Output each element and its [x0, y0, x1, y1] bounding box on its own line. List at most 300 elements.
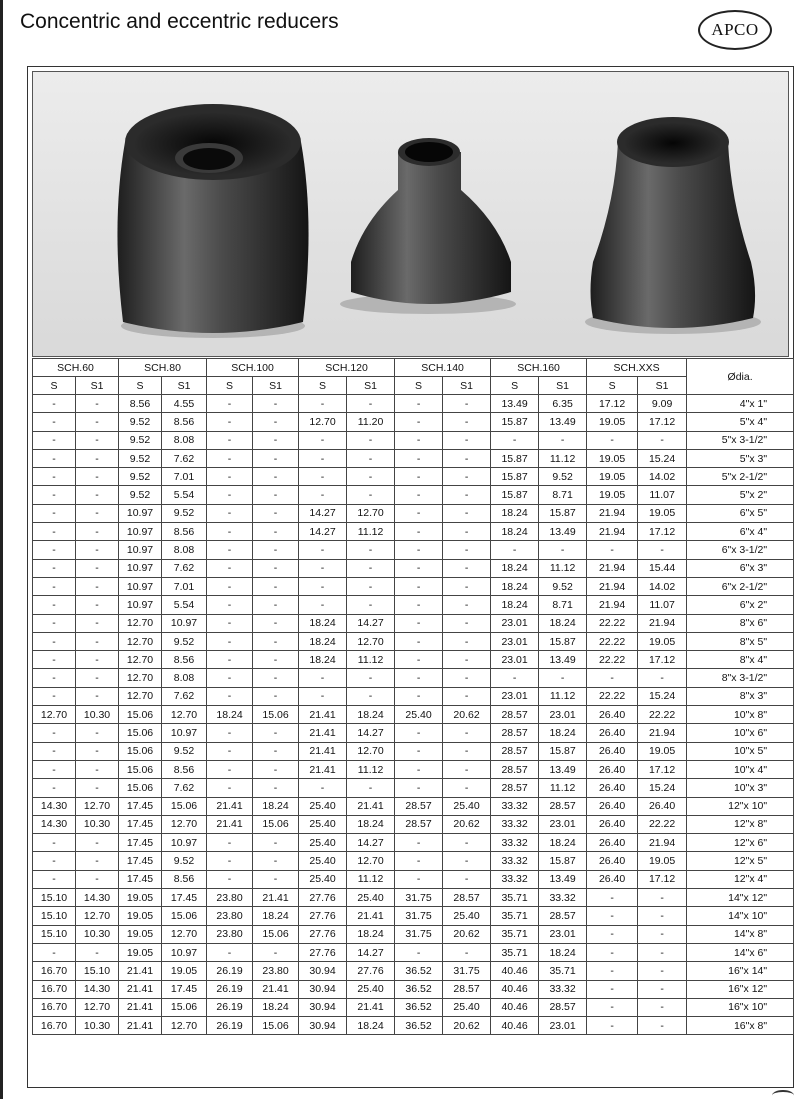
thickness-cell: 26.40 [587, 724, 638, 742]
thickness-cell: 12.70 [347, 742, 395, 760]
thickness-cell: 11.12 [347, 523, 395, 541]
thickness-cell: 25.40 [299, 834, 347, 852]
thickness-cell: - [207, 449, 253, 467]
table-row [33, 760, 794, 778]
thickness-cell: - [395, 395, 443, 413]
thickness-cell: - [347, 486, 395, 504]
thickness-cell: 7.62 [162, 687, 207, 705]
thickness-cell: 25.40 [443, 797, 491, 815]
thickness-cell: 15.06 [253, 706, 299, 724]
thickness-cell: 21.94 [587, 523, 638, 541]
thickness-cell: 21.94 [587, 577, 638, 595]
thickness-cell: - [33, 852, 76, 870]
thickness-cell: 14.27 [347, 724, 395, 742]
thickness-cell: - [347, 559, 395, 577]
page-title: Concentric and eccentric reducers [20, 10, 339, 33]
thickness-cell: 12.70 [76, 998, 119, 1016]
thickness-cell: 21.41 [119, 962, 162, 980]
thickness-cell: 15.87 [491, 449, 539, 467]
table-row [33, 431, 794, 449]
thickness-cell: 14.02 [638, 577, 687, 595]
thickness-cell: 18.24 [347, 1017, 395, 1035]
thickness-cell: - [443, 669, 491, 687]
size-cell: 12"x 8" [687, 815, 794, 833]
thickness-cell: - [33, 779, 76, 797]
page-number-fragment [772, 1090, 794, 1101]
thickness-cell: - [33, 687, 76, 705]
thickness-cell: - [253, 596, 299, 614]
thickness-cell: 25.40 [395, 706, 443, 724]
thickness-cell: 21.41 [253, 889, 299, 907]
thickness-cell: - [395, 504, 443, 522]
thickness-cell: 15.24 [638, 779, 687, 797]
thickness-cell: - [253, 523, 299, 541]
thickness-cell: 25.40 [299, 870, 347, 888]
thickness-cell: - [299, 559, 347, 577]
thickness-cell: - [443, 870, 491, 888]
thickness-cell: - [207, 395, 253, 413]
thickness-cell: 30.94 [299, 962, 347, 980]
thickness-cell: 35.71 [491, 889, 539, 907]
thickness-cell: - [33, 596, 76, 614]
thickness-cell: 12.70 [162, 706, 207, 724]
thickness-cell: - [395, 742, 443, 760]
thickness-cell: 31.75 [395, 925, 443, 943]
thickness-cell: - [253, 486, 299, 504]
thickness-cell: 16.70 [33, 998, 76, 1016]
thickness-cell: - [33, 413, 76, 431]
table-row [33, 870, 794, 888]
thickness-cell: 28.57 [491, 706, 539, 724]
size-cell: 14"x 6" [687, 943, 794, 961]
thickness-cell: - [491, 541, 539, 559]
thickness-cell: 36.52 [395, 1017, 443, 1035]
thickness-cell: - [76, 577, 119, 595]
thickness-cell: 12.70 [119, 614, 162, 632]
thickness-cell: 15.06 [253, 925, 299, 943]
thickness-cell: - [395, 596, 443, 614]
thickness-cell: 23.80 [207, 925, 253, 943]
thickness-cell: 18.24 [299, 614, 347, 632]
thickness-cell: 33.32 [539, 889, 587, 907]
thickness-cell: 19.05 [587, 486, 638, 504]
thickness-cell: 20.62 [443, 815, 491, 833]
thickness-cell: 11.07 [638, 486, 687, 504]
thickness-cell: 25.40 [347, 889, 395, 907]
thickness-cell: - [207, 596, 253, 614]
thickness-cell: - [395, 614, 443, 632]
thickness-cell: - [33, 669, 76, 687]
size-cell: 5"x 3-1/2" [687, 431, 794, 449]
thickness-cell: - [395, 577, 443, 595]
thickness-cell: - [443, 596, 491, 614]
size-cell: 8"x 3-1/2" [687, 669, 794, 687]
thickness-cell: 31.75 [395, 907, 443, 925]
thickness-cell: - [347, 577, 395, 595]
thickness-cell: 19.05 [638, 504, 687, 522]
thickness-cell: 15.06 [162, 797, 207, 815]
thickness-cell: 8.71 [539, 596, 587, 614]
thickness-cell: - [443, 687, 491, 705]
thickness-cell: - [443, 651, 491, 669]
thickness-cell: 23.01 [539, 925, 587, 943]
thickness-cell: 15.44 [638, 559, 687, 577]
thickness-cell: 14.27 [347, 943, 395, 961]
thickness-cell: 21.41 [299, 760, 347, 778]
thickness-cell: 14.30 [33, 815, 76, 833]
thickness-cell: 17.12 [638, 651, 687, 669]
thickness-cell: 15.06 [162, 998, 207, 1016]
thickness-cell: 19.05 [638, 852, 687, 870]
thickness-cell: - [253, 724, 299, 742]
thickness-cell: - [299, 779, 347, 797]
thickness-cell: - [299, 669, 347, 687]
thickness-cell: 21.41 [299, 724, 347, 742]
thickness-cell: 10.97 [162, 943, 207, 961]
size-cell: 12"x 4" [687, 870, 794, 888]
thickness-cell: 26.40 [587, 760, 638, 778]
thickness-cell: - [76, 687, 119, 705]
thickness-cell: 11.12 [539, 559, 587, 577]
thickness-cell: - [587, 980, 638, 998]
thickness-cell: 23.80 [207, 907, 253, 925]
thickness-cell: - [207, 523, 253, 541]
thickness-cell: 22.22 [587, 614, 638, 632]
thickness-cell: - [395, 523, 443, 541]
thickness-cell: 14.27 [299, 504, 347, 522]
thickness-cell: - [443, 632, 491, 650]
thickness-cell: - [33, 943, 76, 961]
thickness-cell: 18.24 [207, 706, 253, 724]
thickness-cell: 28.57 [539, 907, 587, 925]
thickness-cell: - [76, 449, 119, 467]
thickness-cell: - [253, 395, 299, 413]
thickness-cell: - [253, 577, 299, 595]
thickness-cell: - [587, 431, 638, 449]
thickness-cell: 15.06 [253, 1017, 299, 1035]
thickness-cell: - [253, 779, 299, 797]
thickness-cell: 18.24 [539, 943, 587, 961]
table-body [33, 395, 794, 1035]
table-row [33, 523, 794, 541]
thickness-cell: 12.70 [119, 632, 162, 650]
thickness-cell: 12.70 [162, 925, 207, 943]
thickness-cell: - [299, 468, 347, 486]
thickness-cell: - [33, 486, 76, 504]
thickness-cell: 28.57 [539, 797, 587, 815]
thickness-cell: 13.49 [539, 413, 587, 431]
size-cell: 5"x 2" [687, 486, 794, 504]
thickness-cell: 28.57 [443, 980, 491, 998]
thickness-cell: 9.52 [162, 852, 207, 870]
thickness-cell: 28.57 [491, 742, 539, 760]
thickness-cell: 17.45 [162, 889, 207, 907]
thickness-cell: 13.49 [539, 870, 587, 888]
size-cell: 12"x 10" [687, 797, 794, 815]
thickness-cell: 15.10 [76, 962, 119, 980]
thickness-cell: 15.87 [539, 504, 587, 522]
thickness-cell: - [347, 468, 395, 486]
thickness-cell: 23.80 [253, 962, 299, 980]
wall-thickness-table [32, 358, 794, 1035]
thickness-cell: 21.94 [638, 724, 687, 742]
thickness-cell: 9.52 [119, 431, 162, 449]
thickness-cell: - [491, 669, 539, 687]
thickness-cell: 21.41 [299, 742, 347, 760]
thickness-cell: 30.94 [299, 998, 347, 1016]
thickness-cell: - [395, 559, 443, 577]
thickness-cell: - [443, 486, 491, 504]
product-photo [32, 71, 789, 357]
thickness-cell: - [443, 852, 491, 870]
thickness-cell: 12.70 [347, 504, 395, 522]
thickness-cell: 15.06 [119, 742, 162, 760]
size-cell: 8"x 6" [687, 614, 794, 632]
table-row [33, 980, 794, 998]
thickness-cell: 28.57 [539, 998, 587, 1016]
thickness-cell: 17.45 [162, 980, 207, 998]
thickness-cell: 8.56 [162, 523, 207, 541]
thickness-cell: - [347, 779, 395, 797]
thickness-cell: - [76, 943, 119, 961]
size-cell: 10"x 5" [687, 742, 794, 760]
thickness-cell: 33.32 [539, 980, 587, 998]
thickness-cell: - [443, 395, 491, 413]
thickness-cell: 4.55 [162, 395, 207, 413]
thickness-cell: 25.40 [443, 998, 491, 1016]
thickness-cell: - [76, 651, 119, 669]
thickness-cell: 20.62 [443, 706, 491, 724]
size-cell: 6"x 5" [687, 504, 794, 522]
thickness-cell: - [76, 504, 119, 522]
thickness-cell: 18.24 [491, 523, 539, 541]
thickness-cell: 10.97 [162, 724, 207, 742]
thickness-cell: - [347, 449, 395, 467]
thickness-cell: - [33, 468, 76, 486]
size-cell: 16"x 12" [687, 980, 794, 998]
thickness-cell: - [253, 760, 299, 778]
thickness-cell: 14.30 [76, 889, 119, 907]
thickness-cell: 36.52 [395, 998, 443, 1016]
table-row [33, 687, 794, 705]
size-cell: 8"x 3" [687, 687, 794, 705]
subheader-cell: S [207, 377, 253, 395]
thickness-cell: 17.12 [587, 395, 638, 413]
thickness-cell: - [253, 504, 299, 522]
thickness-cell: - [207, 468, 253, 486]
thickness-cell: - [76, 523, 119, 541]
table-row [33, 596, 794, 614]
thickness-cell: 15.87 [539, 742, 587, 760]
thickness-cell: 28.57 [491, 724, 539, 742]
thickness-cell: - [443, 504, 491, 522]
thickness-cell: - [33, 449, 76, 467]
thickness-cell: 21.41 [347, 797, 395, 815]
thickness-cell: 23.01 [539, 815, 587, 833]
size-header: Ødia. [687, 359, 794, 395]
thickness-cell: - [76, 486, 119, 504]
thickness-cell: 7.62 [162, 449, 207, 467]
subheader-cell: S [491, 377, 539, 395]
thickness-cell: 18.24 [299, 632, 347, 650]
thickness-cell: 12.70 [33, 706, 76, 724]
thickness-cell: - [638, 962, 687, 980]
thickness-cell: - [207, 614, 253, 632]
schedule-header-row [33, 359, 794, 377]
thickness-cell: 15.06 [162, 907, 207, 925]
thickness-cell: 26.40 [587, 834, 638, 852]
thickness-cell: - [587, 889, 638, 907]
thickness-cell: 9.09 [638, 395, 687, 413]
thickness-cell: 33.32 [491, 834, 539, 852]
size-cell: 4"x 1" [687, 395, 794, 413]
thickness-cell: - [443, 943, 491, 961]
thickness-cell: - [253, 468, 299, 486]
thickness-cell: 21.41 [207, 797, 253, 815]
thickness-cell: 28.57 [443, 889, 491, 907]
thickness-cell: - [587, 943, 638, 961]
thickness-cell: 26.19 [207, 980, 253, 998]
thickness-cell: 19.05 [119, 943, 162, 961]
thickness-cell: 16.70 [33, 980, 76, 998]
thickness-cell: - [395, 760, 443, 778]
table-row [33, 852, 794, 870]
table-row [33, 614, 794, 632]
thickness-cell: - [395, 651, 443, 669]
thickness-cell: 8.56 [162, 413, 207, 431]
thickness-cell: - [76, 596, 119, 614]
size-cell: 6"x 2" [687, 596, 794, 614]
concentric-reducer-icon [117, 104, 308, 338]
thickness-cell: 25.40 [299, 797, 347, 815]
thickness-cell: - [33, 632, 76, 650]
thickness-cell: - [33, 395, 76, 413]
thickness-cell: - [76, 395, 119, 413]
thickness-cell: 11.12 [539, 779, 587, 797]
thickness-cell: - [347, 596, 395, 614]
thickness-cell: 14.27 [347, 614, 395, 632]
thickness-cell: 26.40 [587, 852, 638, 870]
thickness-cell: - [33, 541, 76, 559]
thickness-cell: 30.94 [299, 1017, 347, 1035]
thickness-cell: - [299, 486, 347, 504]
size-cell: 5"x 3" [687, 449, 794, 467]
thickness-cell: 9.52 [539, 577, 587, 595]
table-row [33, 797, 794, 815]
thickness-cell: 26.40 [638, 797, 687, 815]
thickness-cell: 22.22 [638, 815, 687, 833]
size-cell: 14"x 12" [687, 889, 794, 907]
thickness-cell: 15.10 [33, 889, 76, 907]
thickness-cell: 21.94 [587, 559, 638, 577]
thickness-cell: - [638, 980, 687, 998]
thickness-cell: 15.87 [491, 413, 539, 431]
company-logo: APCO [698, 10, 772, 50]
thickness-cell: - [207, 559, 253, 577]
thickness-cell: 31.75 [395, 889, 443, 907]
thickness-cell: - [253, 742, 299, 760]
thickness-cell: - [299, 431, 347, 449]
size-cell: 12"x 5" [687, 852, 794, 870]
thickness-cell: 23.01 [491, 614, 539, 632]
thickness-cell: 9.52 [162, 742, 207, 760]
thickness-cell: - [347, 541, 395, 559]
schedule-header: SCH.XXS [587, 359, 687, 377]
thickness-cell: 25.40 [347, 980, 395, 998]
thickness-cell: - [638, 1017, 687, 1035]
thickness-cell: - [638, 998, 687, 1016]
thickness-cell: 5.54 [162, 596, 207, 614]
thickness-cell: 19.05 [119, 907, 162, 925]
thickness-cell: - [253, 632, 299, 650]
thickness-cell: 18.24 [253, 907, 299, 925]
thickness-cell: 10.97 [119, 596, 162, 614]
thickness-cell: 7.01 [162, 468, 207, 486]
thickness-cell: 21.94 [638, 834, 687, 852]
thickness-cell: - [395, 486, 443, 504]
thickness-cell: 23.01 [491, 632, 539, 650]
thickness-cell: 15.87 [491, 468, 539, 486]
thickness-cell: - [299, 395, 347, 413]
thickness-cell: 31.75 [443, 962, 491, 980]
thickness-cell: 14.02 [638, 468, 687, 486]
thickness-cell: - [395, 632, 443, 650]
thickness-cell: 7.01 [162, 577, 207, 595]
thickness-cell: - [395, 779, 443, 797]
thickness-cell: 18.24 [491, 504, 539, 522]
table-row [33, 779, 794, 797]
thickness-cell: 19.05 [587, 413, 638, 431]
schedule-header: SCH.100 [207, 359, 299, 377]
thickness-cell: 15.10 [33, 925, 76, 943]
thickness-cell: - [395, 870, 443, 888]
thickness-cell: 25.40 [299, 815, 347, 833]
thickness-cell: 11.07 [638, 596, 687, 614]
size-cell: 16"x 10" [687, 998, 794, 1016]
thickness-cell: 25.40 [443, 907, 491, 925]
thickness-cell: - [33, 431, 76, 449]
thickness-cell: 28.57 [491, 760, 539, 778]
thickness-cell: - [395, 669, 443, 687]
thickness-cell: 33.32 [491, 870, 539, 888]
thickness-cell: 18.24 [539, 724, 587, 742]
thickness-cell: - [253, 541, 299, 559]
thickness-cell: 10.97 [119, 577, 162, 595]
thickness-cell: 10.30 [76, 706, 119, 724]
thickness-cell: 15.06 [253, 815, 299, 833]
thickness-cell: 10.97 [119, 504, 162, 522]
thickness-cell: - [638, 943, 687, 961]
thickness-cell: 18.24 [539, 614, 587, 632]
table-row [33, 943, 794, 961]
thickness-cell: 8.08 [162, 431, 207, 449]
thickness-cell: - [638, 907, 687, 925]
table-row [33, 962, 794, 980]
thickness-cell: 10.97 [162, 834, 207, 852]
thickness-cell: 35.71 [491, 907, 539, 925]
thickness-cell: 15.10 [33, 907, 76, 925]
size-cell: 10"x 3" [687, 779, 794, 797]
thickness-cell: 12.70 [347, 852, 395, 870]
thickness-cell: - [253, 852, 299, 870]
thickness-cell: 17.45 [119, 815, 162, 833]
thickness-cell: 23.01 [491, 687, 539, 705]
thickness-cell: - [207, 742, 253, 760]
thickness-cell: 21.41 [253, 980, 299, 998]
thickness-cell: 11.12 [347, 651, 395, 669]
thickness-cell: 11.12 [539, 449, 587, 467]
thickness-cell: 15.87 [539, 632, 587, 650]
